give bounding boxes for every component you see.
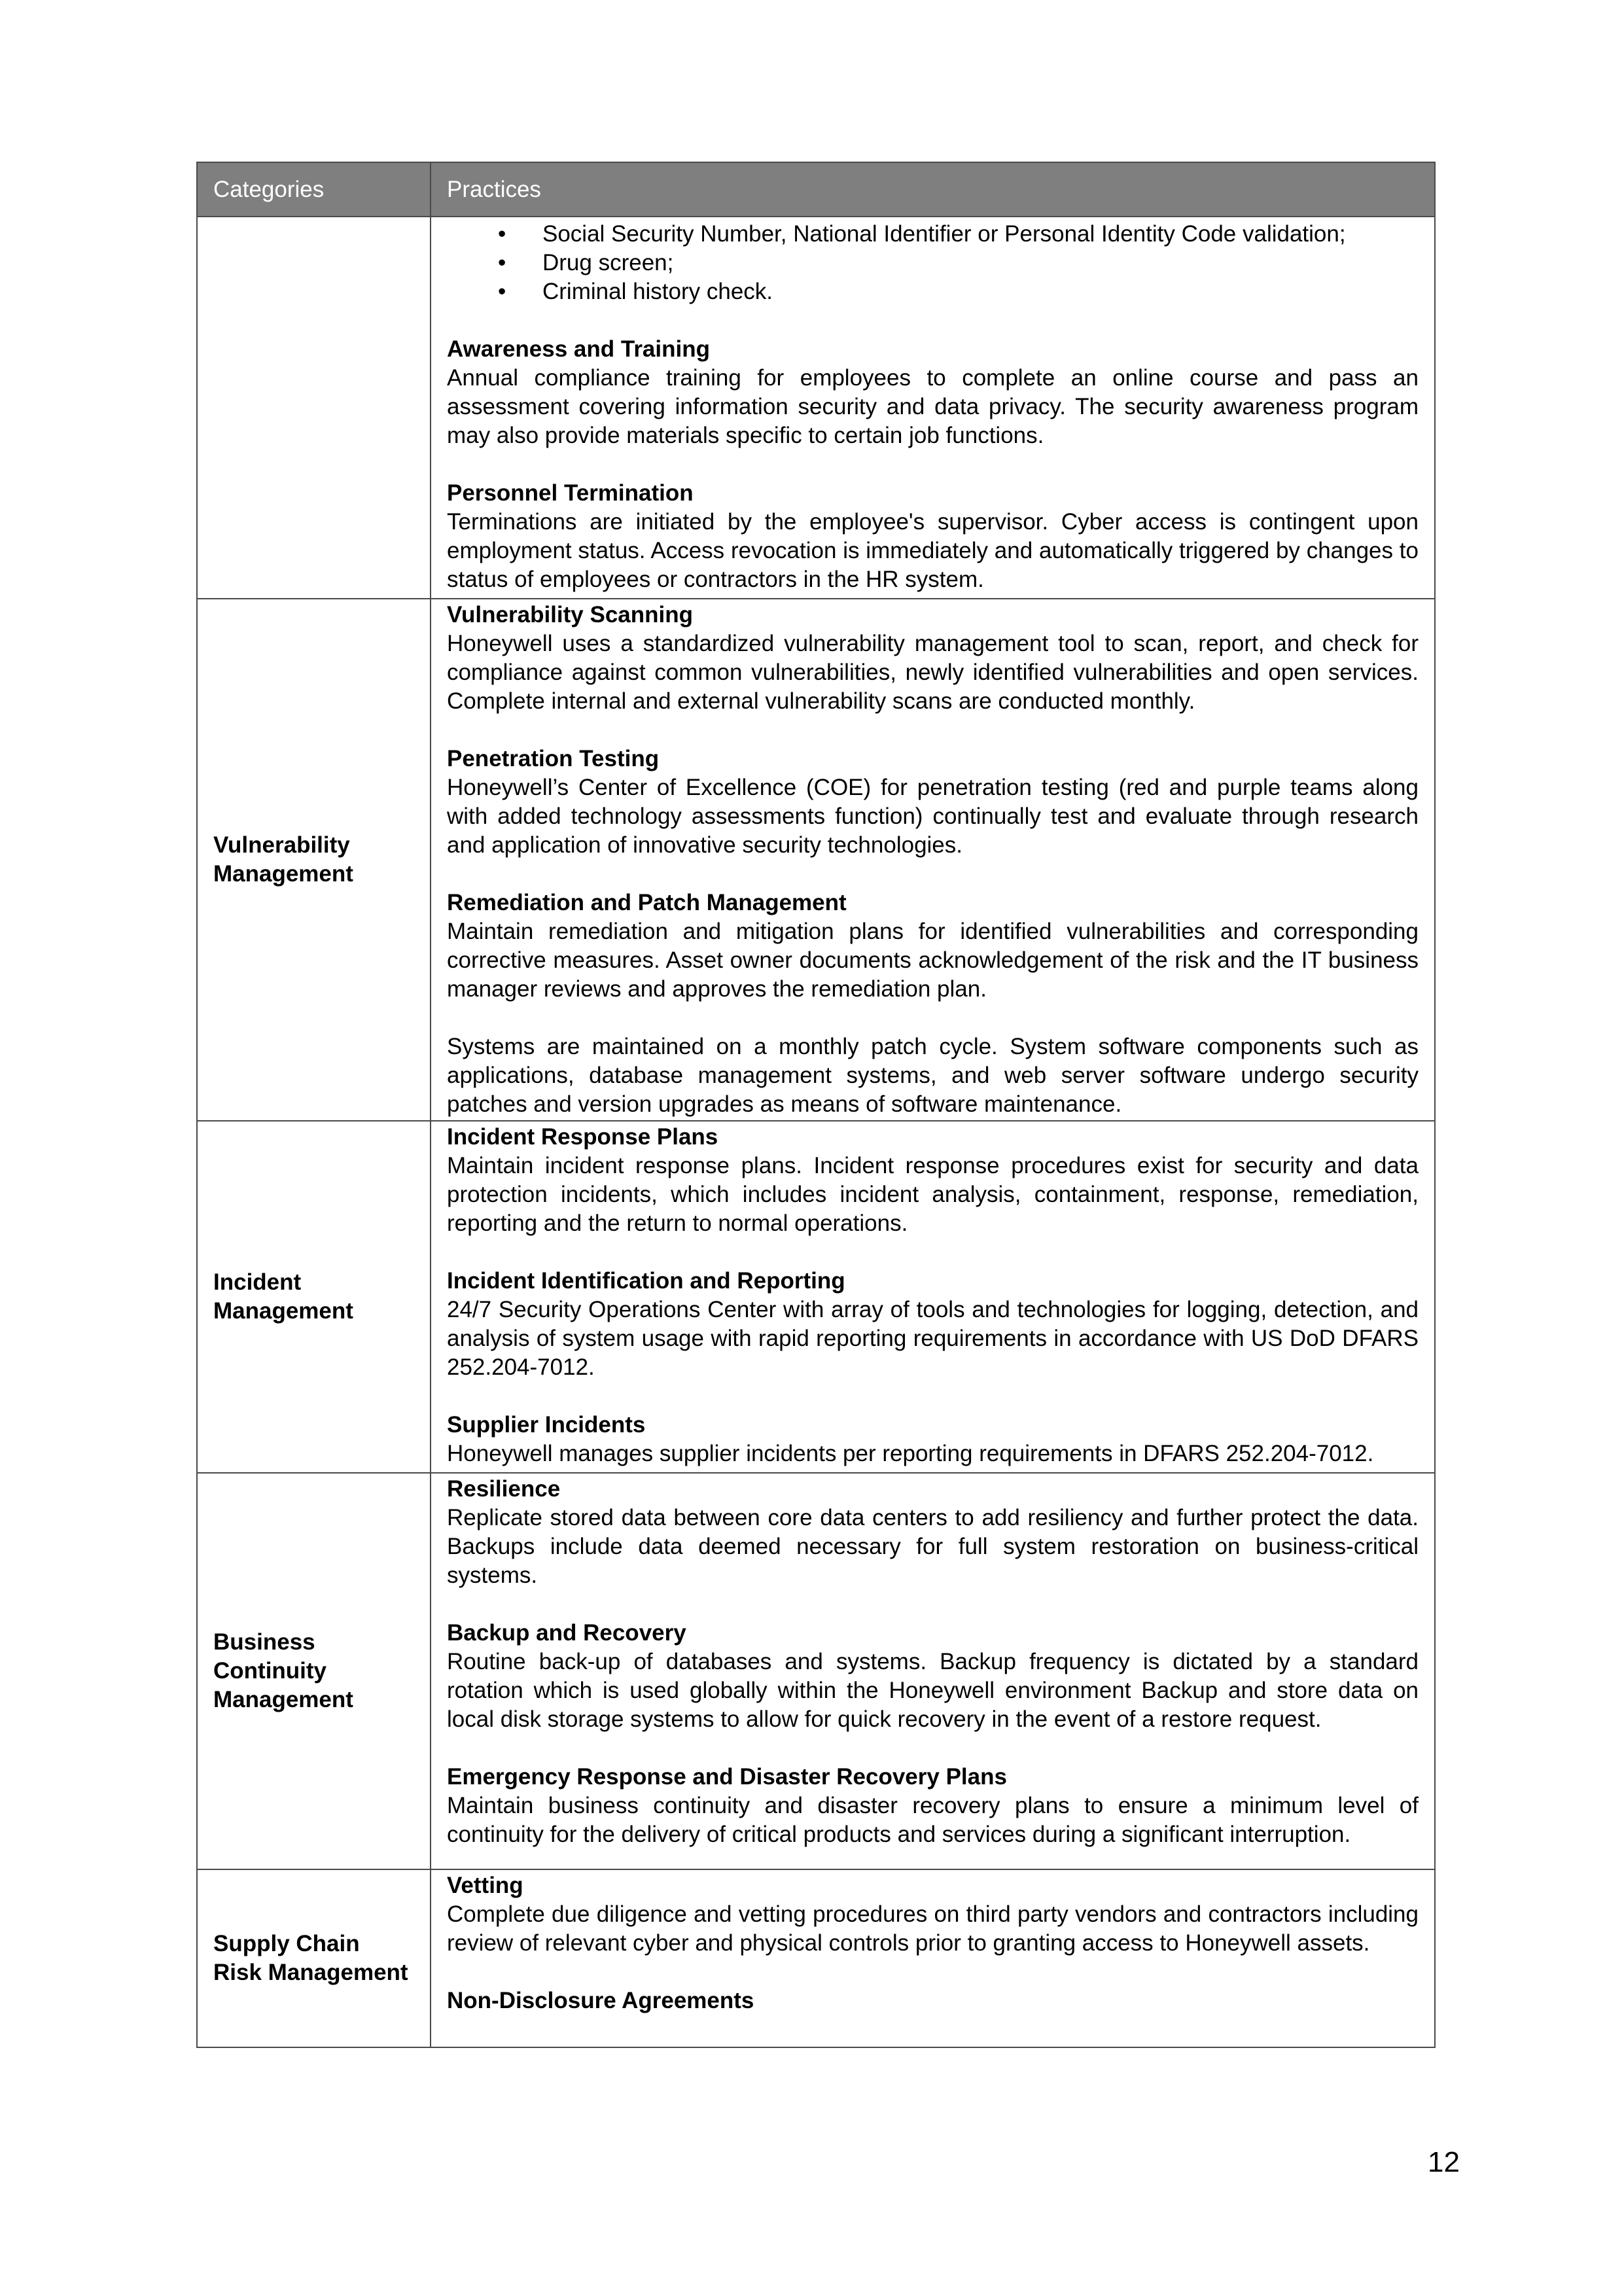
section-title: Personnel Termination — [447, 480, 694, 506]
section-body: Routine back-up of databases and systems. Backup frequency is dictated by a standard rotation which is used globally within the Honeywell environment Backup and store data on local disk storage systems to allow for quick recovery in the event of a restore request. — [447, 1649, 1419, 1732]
section-title: Vetting — [447, 1873, 523, 1898]
category-cell: Business Continuity Management — [197, 1473, 431, 1869]
section-body: Terminations are initiated by the employee's supervisor. Cyber access is contingent upon employment status. Access revocation is immediately and automatically triggered by changes to status of employees or contractors in the HR system. — [447, 509, 1419, 592]
section-body: Honeywell uses a standardized vulnerability management tool to scan, report, and check for compliance against common vulnerabilities, newly identified vulnerabilities and open services. Complete internal and external vulnerability scans are conducted monthly. — [447, 631, 1419, 714]
table-header-row — [197, 162, 1435, 217]
section-body: Honeywell manages supplier incidents per reporting requirements in DFARS 252.204-7012. — [447, 1441, 1374, 1466]
section-title: Incident Identification and Reporting — [447, 1268, 845, 1294]
section-body: Maintain incident response plans. Incident response procedures exist for security and data protection incidents, which includes incident analysis, containment, response, remediation, reporting and the return to normal operations. — [447, 1153, 1419, 1236]
section-title: Incident Response Plans — [447, 1124, 718, 1150]
section-title: Awareness and Training — [447, 336, 710, 362]
page-number: 12 — [1428, 2146, 1460, 2178]
section-body: Maintain remediation and mitigation plans for identified vulnerabilities and corresponding corrective measures. Asset owner documents acknowledgement of the risk and the IT business manager reviews and approves the remediation plan. — [447, 919, 1419, 1002]
section-body: Honeywell’s Center of Excellence (COE) for penetration testing (red and purple teams along with added technology assessments function) continually test and evaluate through research and application of innovative security technologies. — [447, 775, 1419, 858]
section-title: Penetration Testing — [447, 746, 660, 771]
section-body: Annual compliance training for employees to complete an online course and pass an assessment covering information security and data privacy. The security awareness program may also provide materials specific to certain job functions. — [447, 365, 1419, 448]
category-cell: Supply Chain Risk Management — [197, 1869, 431, 2047]
section-body: 24/7 Security Operations Center with array of tools and technologies for logging, detection, and analysis of system usage with rapid reporting requirements in accordance with US DoD DFARS 252.204-7012. — [447, 1297, 1419, 1380]
category-cell — [197, 217, 431, 599]
practices-cell — [431, 1473, 1435, 1869]
section-body: Complete due diligence and vetting procedures on third party vendors and contractors including review of relevant cyber and physical controls prior to granting access to Honeywell assets. — [447, 1901, 1419, 1956]
section-title: Supplier Incidents — [447, 1412, 646, 1438]
section-title: Resilience — [447, 1476, 561, 1502]
practices-table — [196, 162, 1436, 2048]
table-row — [197, 599, 1435, 1121]
table-row — [197, 1121, 1435, 1473]
section-title: Vulnerability Scanning — [447, 602, 693, 627]
header-practices: Practices — [431, 162, 1435, 217]
header-categories: Categories — [197, 162, 431, 217]
list-item: • Social Security Number, National Identifier or Personal Identity Code validation; — [447, 220, 1419, 249]
table-row — [197, 1473, 1435, 1869]
category-cell: Incident Management — [197, 1121, 431, 1473]
screening-bullet-list — [447, 220, 1419, 306]
section-title: Non-Disclosure Agreements — [447, 1988, 754, 2013]
practices-cell — [431, 1869, 1435, 2047]
list-item: • Criminal history check. — [447, 277, 1419, 306]
section-body: Systems are maintained on a monthly patch cycle. System software components such as applications, database management systems, and web server software undergo security patches and version upgrades as means of software maintenance. — [447, 1034, 1419, 1117]
section-body: Replicate stored data between core data centers to add resiliency and further protect the data. Backups include data deemed necessary for full system restoration on business-critical systems. — [447, 1505, 1419, 1588]
practices-cell — [431, 217, 1435, 599]
section-body: Maintain business continuity and disaster recovery plans to ensure a minimum level of continuity for the delivery of critical products and services during a significant interruption. — [447, 1793, 1419, 1847]
practices-cell — [431, 599, 1435, 1121]
table-row — [197, 217, 1435, 599]
category-cell: Vulnerability Management — [197, 599, 431, 1121]
section-title: Emergency Response and Disaster Recovery Plans — [447, 1764, 1007, 1790]
table-row — [197, 1869, 1435, 2047]
practices-cell — [431, 1121, 1435, 1473]
section-title: Remediation and Patch Management — [447, 890, 847, 915]
list-item: • Drug screen; — [447, 249, 1419, 277]
section-title: Backup and Recovery — [447, 1620, 686, 1646]
